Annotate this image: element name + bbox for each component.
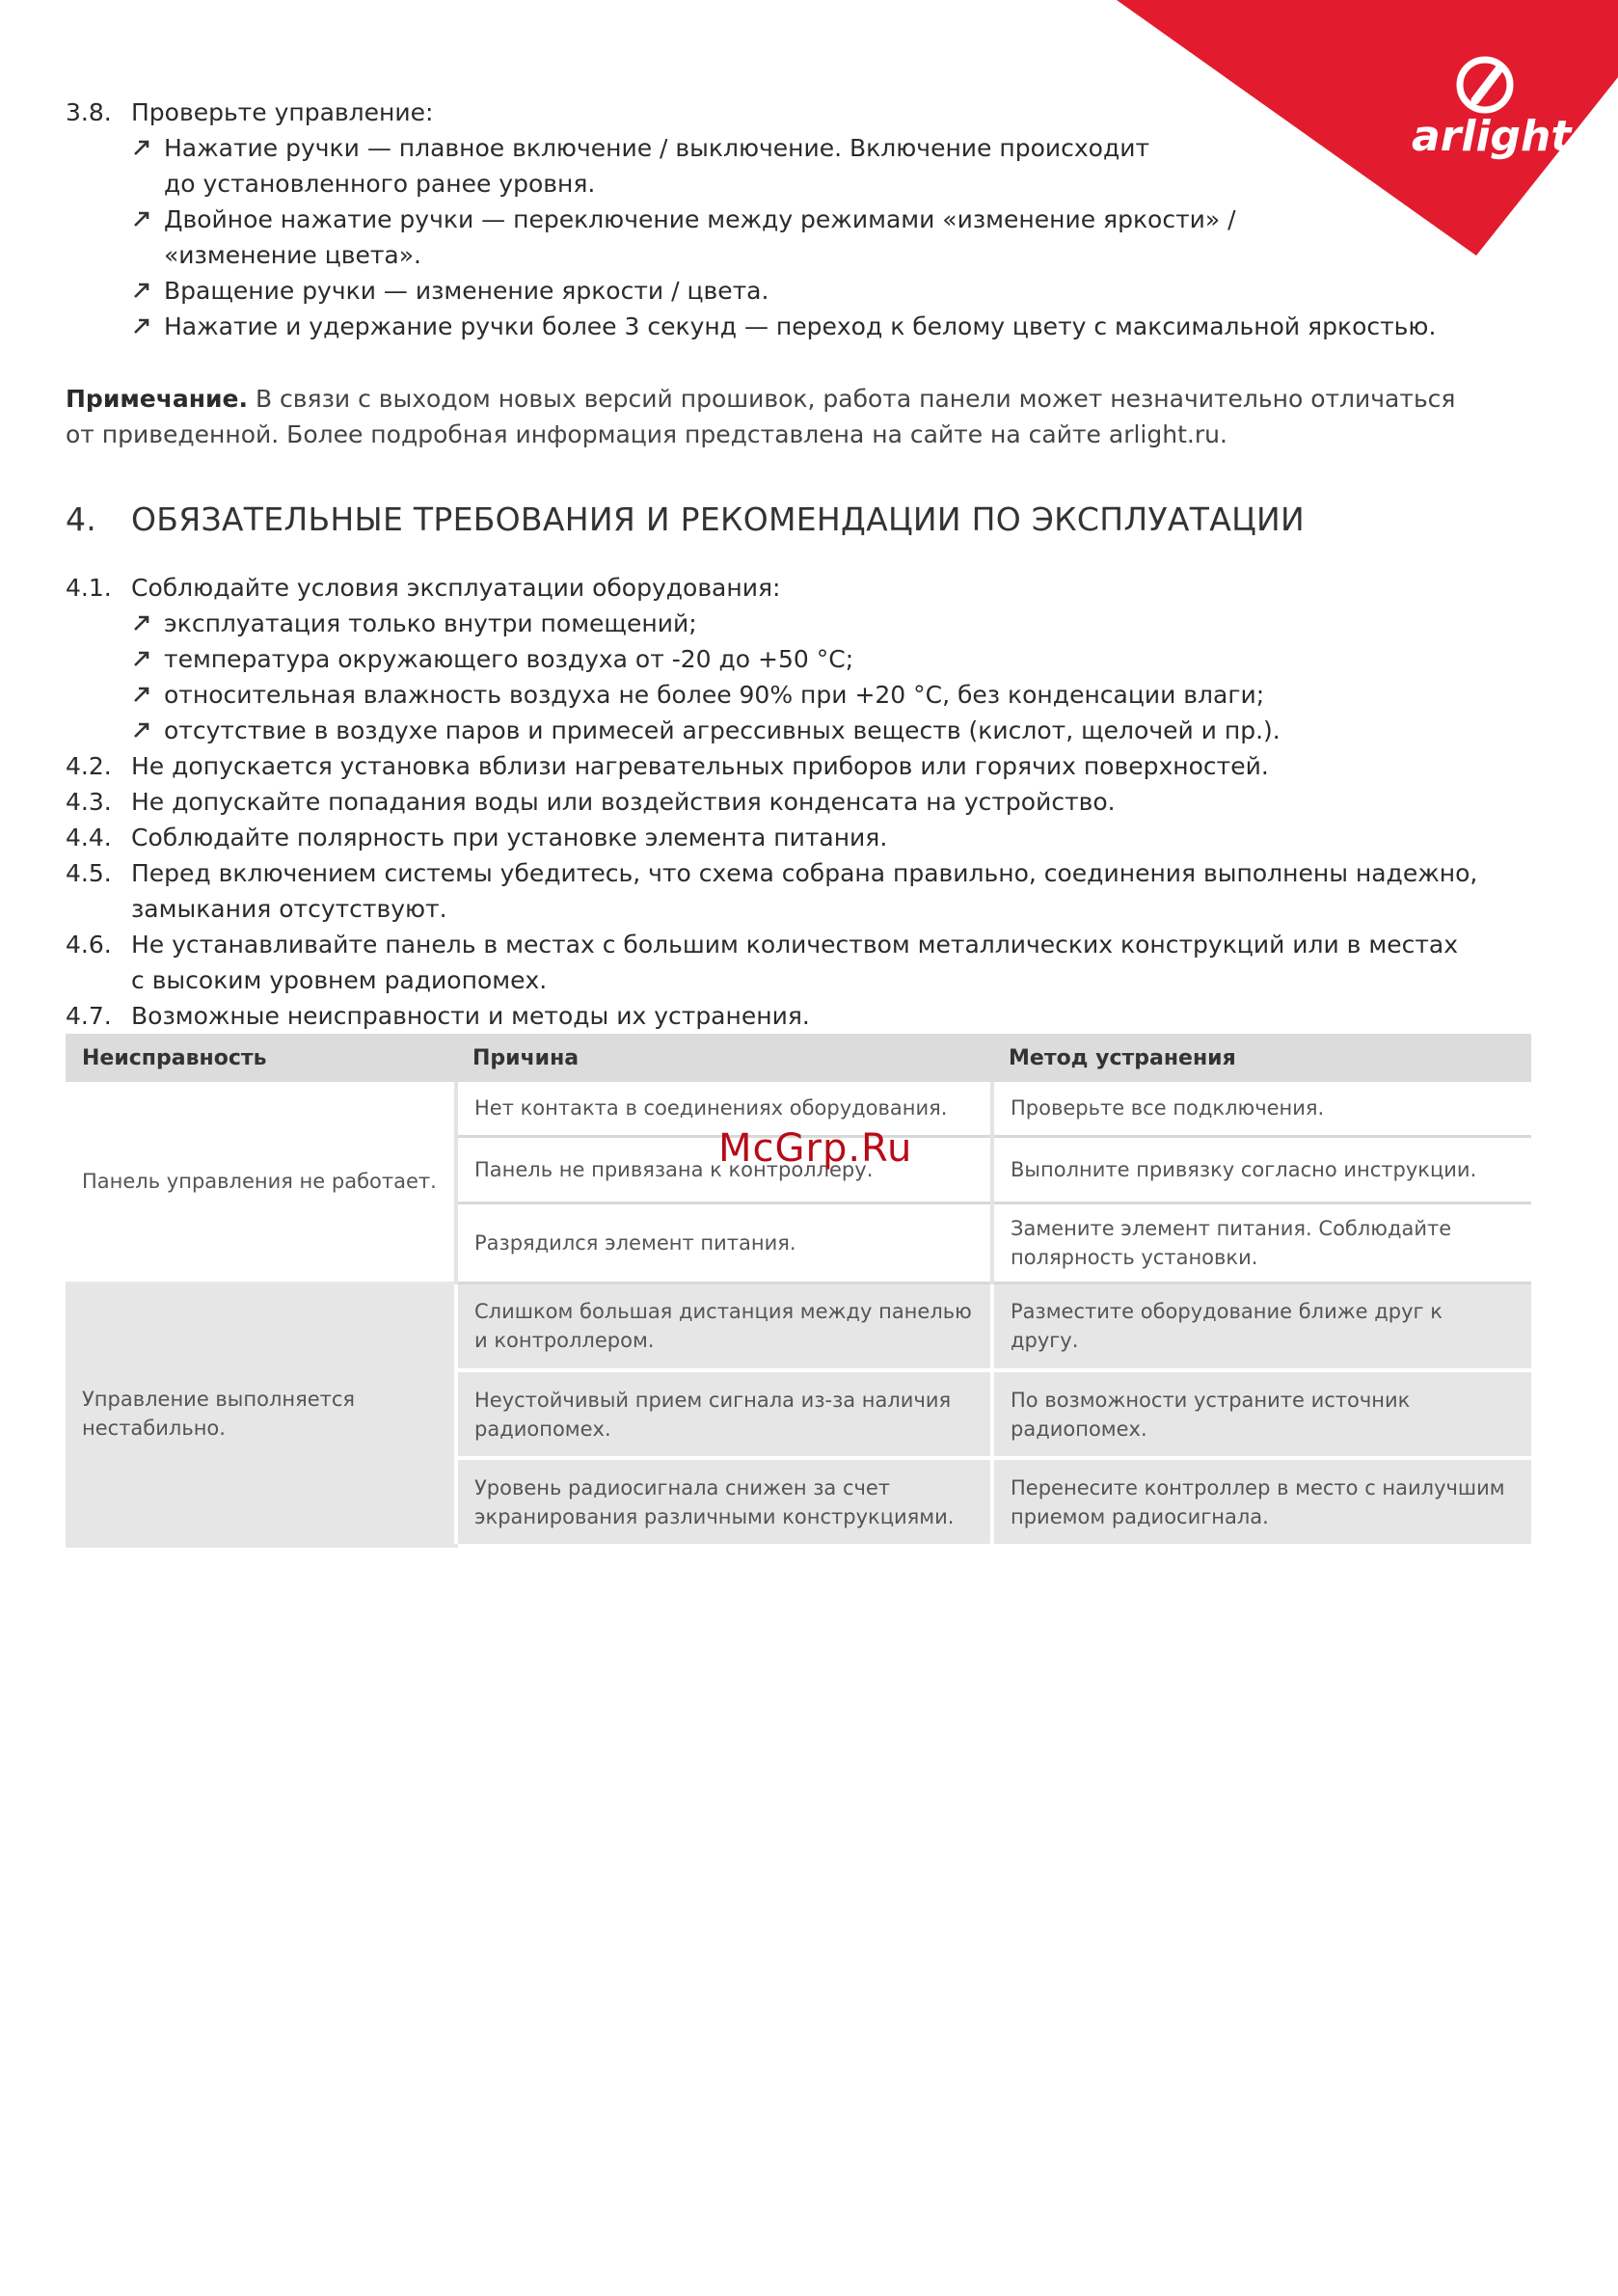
item-number: 4.3. (66, 788, 112, 816)
item-text: Не устанавливайте панель в местах с большим количеством металлических конструкций или в местах (131, 931, 1459, 959)
header-fault: Неисправность (66, 1034, 456, 1082)
cause-cell: Нет контакта в соединениях оборудования. (456, 1082, 992, 1136)
method-cell: Разместите оборудование ближе друг к другу. (992, 1283, 1531, 1370)
bullet-text: относительная влажность воздуха не более 90% при +20 °C, без конденсации влаги; (164, 681, 1265, 709)
table-row (66, 1283, 1531, 1370)
item-text: Проверьте управление: (131, 98, 434, 126)
cause-cell: Слишком большая дистанция между панелью и контроллером. (456, 1283, 992, 1370)
item-number: 4.5. (66, 859, 112, 887)
section-4-list (66, 570, 1531, 1034)
bullet-text-cont: «изменение цвета». (164, 241, 421, 269)
item-text: Перед включением системы убедитесь, что схема собрана правильно, соединения выполнены надежно, (131, 859, 1478, 887)
bullet-text: Двойное нажатие ручки — переключение между режимами «изменение яркости» / (164, 205, 1236, 233)
bullet-item (131, 641, 1531, 677)
bullet-text: Нажатие ручки — плавное включение / выключение. Включение происходит (164, 134, 1150, 162)
method-cell: Выполните привязку согласно инструкции. (992, 1136, 1531, 1202)
arrow-bullet-icon (131, 648, 152, 669)
item-number: 4.4. (66, 824, 112, 851)
section-title: ОБЯЗАТЕЛЬНЫЕ ТРЕБОВАНИЯ И РЕКОМЕНДАЦИИ ПО ЭКСПЛУАТАЦИИ (131, 500, 1305, 538)
bullet-item (131, 202, 1531, 273)
control-bullets (131, 130, 1531, 344)
logo-text: arlight (1412, 112, 1572, 161)
cause-cell: Панель не привязана к контроллеру. (456, 1136, 992, 1202)
section-number: 4. (66, 500, 97, 538)
method-cell: Перенесите контроллер в место с наилучшим приемом радиосигнала. (992, 1458, 1531, 1546)
arrow-bullet-icon (131, 719, 152, 741)
method-cell: Проверьте все подключения. (992, 1082, 1531, 1136)
item-4-7 (66, 998, 1531, 1034)
item-4-5 (66, 855, 1531, 927)
bullet-text: Вращение ручки — изменение яркости / цвета. (164, 277, 769, 305)
bullet-text: температура окружающего воздуха от -20 до +50 °C; (164, 645, 854, 673)
method-cell: Замените элемент питания. Соблюдайте полярность установки. (992, 1202, 1531, 1283)
item-number: 3.8. (66, 98, 112, 126)
item-text-cont: замыкания отсутствуют. (131, 895, 447, 923)
bullet-item (131, 606, 1531, 641)
item-number: 4.7. (66, 1002, 112, 1030)
item-text: Соблюдайте условия эксплуатации оборудования: (131, 574, 781, 602)
troubleshooting-table (66, 1034, 1531, 1548)
item-text: Возможные неисправности и методы их устранения. (131, 1002, 810, 1030)
cause-cell: Неустойчивый прием сигнала из-за наличия радиопомех. (456, 1370, 992, 1458)
item-4-2 (66, 748, 1531, 784)
item-text: Не допускается установка вблизи нагревательных приборов или горячих поверхностей. (131, 752, 1269, 780)
cause-cell: Разрядился элемент питания. (456, 1202, 992, 1283)
arrow-bullet-icon (131, 208, 152, 230)
item-4-3 (66, 784, 1531, 820)
item-4-1 (66, 570, 1531, 748)
page-content (66, 95, 1531, 1034)
arrow-bullet-icon (131, 137, 152, 158)
arrow-bullet-icon (131, 684, 152, 705)
bullet-item (131, 130, 1531, 202)
header-cause: Причина (456, 1034, 992, 1082)
bullet-item (131, 677, 1531, 713)
bullet-text: Нажатие и удержание ручки более 3 секунд — переход к белому цвету с максимальной яркостью. (164, 312, 1437, 340)
note-block (66, 381, 1531, 452)
note-text: В связи с выходом новых версий прошивок, работа панели может незначительно отличаться (248, 385, 1456, 413)
bullet-item (131, 713, 1531, 748)
item-4-4 (66, 820, 1531, 855)
arrow-bullet-icon (131, 280, 152, 301)
item-number: 4.1. (66, 574, 112, 602)
table-header-row (66, 1034, 1531, 1082)
item-4-6 (66, 927, 1531, 998)
method-cell: По возможности устраните источник радиопомех. (992, 1370, 1531, 1458)
bullet-text: эксплуатация только внутри помещений; (164, 609, 697, 637)
section-4-heading (66, 499, 1531, 541)
header-method: Метод устранения (992, 1034, 1531, 1082)
bullet-text-cont: до установленного ранее уровня. (164, 170, 596, 198)
bullet-text: отсутствие в воздухе паров и примесей агрессивных веществ (кислот, щелочей и пр.). (164, 716, 1281, 744)
cause-cell: Уровень радиосигнала снижен за счет экранирования различными конструкциями. (456, 1458, 992, 1546)
item-text: Соблюдайте полярность при установке элемента питания. (131, 824, 888, 851)
arrow-bullet-icon (131, 612, 152, 634)
note-label: Примечание. (66, 385, 249, 413)
item-number: 4.2. (66, 752, 112, 780)
fault-cell: Панель управления не работает. (66, 1082, 456, 1283)
item-text-cont: с высоким уровнем радиопомех. (131, 966, 548, 994)
item-text: Не допускайте попадания воды или воздействия конденсата на устройство. (131, 788, 1116, 816)
arrow-bullet-icon (131, 315, 152, 337)
item-3-8 (66, 95, 1531, 344)
bullet-item (131, 273, 1531, 309)
fault-cell: Управление выполняется нестабильно. (66, 1283, 456, 1546)
note-text-cont: от приведенной. Более подробная информация представлена на сайте на сайте arlight.ru. (66, 420, 1227, 448)
conditions-bullets (131, 606, 1531, 748)
watermark-text: McGrp.Ru (718, 1126, 913, 1171)
item-number: 4.6. (66, 931, 112, 959)
bullet-item (131, 309, 1531, 344)
